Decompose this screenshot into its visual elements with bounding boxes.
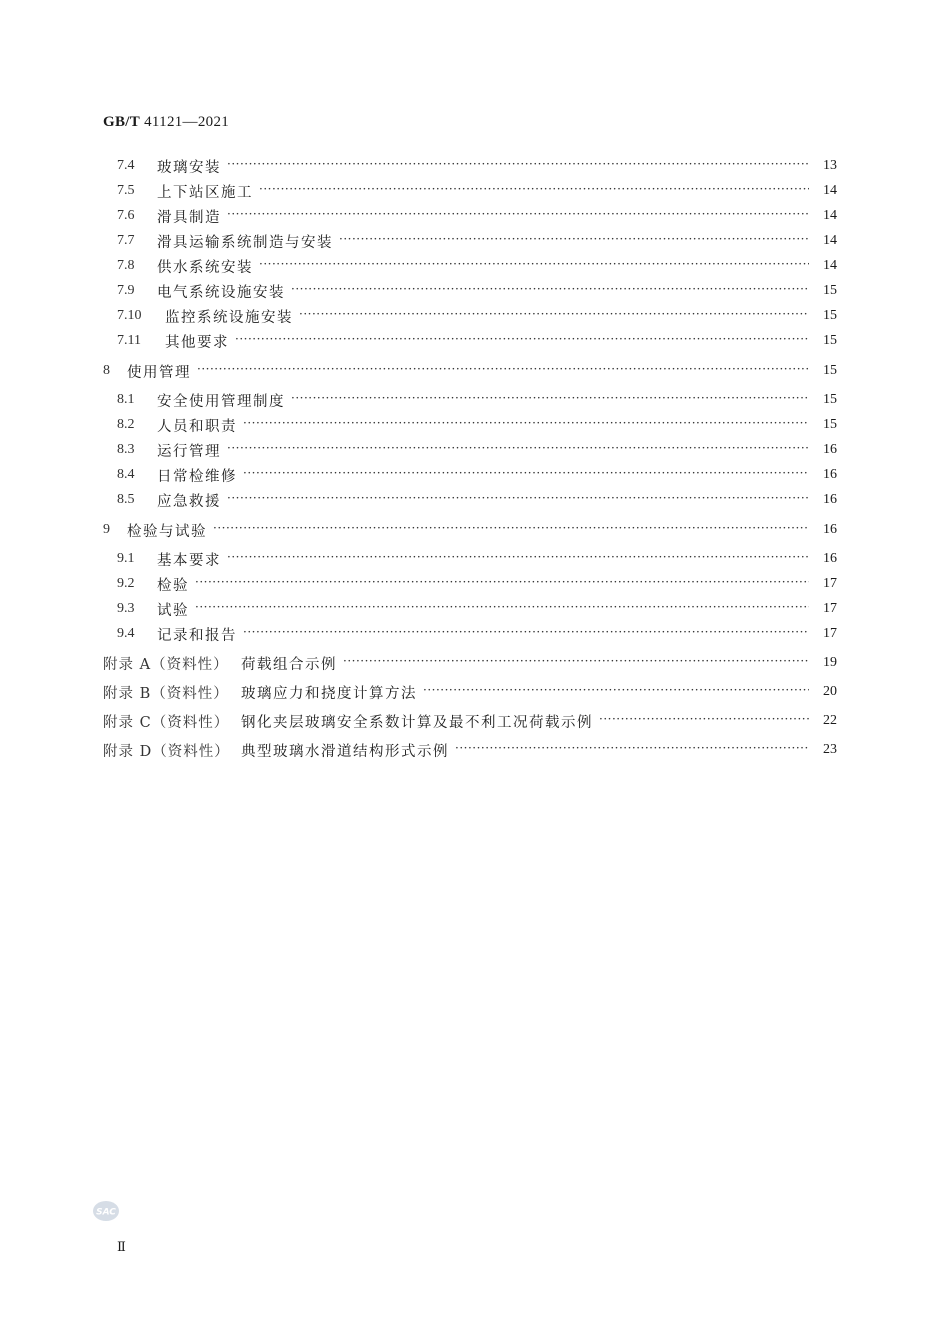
toc-number: 9.2 bbox=[117, 576, 135, 591]
toc-page: 16 bbox=[823, 467, 837, 482]
toc-page: 19 bbox=[823, 655, 837, 670]
toc-entry-7-11[interactable] bbox=[117, 330, 837, 352]
toc-page: 14 bbox=[823, 183, 837, 198]
toc-entry-7-8[interactable] bbox=[117, 255, 837, 277]
toc-leader bbox=[195, 573, 809, 595]
toc-title: 运行管理 bbox=[157, 443, 221, 460]
toc-title: 记录和报告 bbox=[157, 627, 237, 644]
toc-leader bbox=[455, 739, 809, 761]
toc-title: 安全使用管理制度 bbox=[157, 393, 285, 410]
toc-number: 7.11 bbox=[117, 333, 141, 348]
toc-leader bbox=[291, 280, 809, 302]
toc-page: 17 bbox=[823, 601, 837, 616]
toc-title: 钢化夹层玻璃安全系数计算及最不利工况荷载示例 bbox=[241, 714, 593, 731]
toc-title: 供水系统安装 bbox=[157, 259, 253, 276]
sac-logo-icon bbox=[92, 1200, 120, 1222]
toc-leader bbox=[343, 652, 809, 674]
toc-leader bbox=[195, 598, 809, 620]
toc-entry-8[interactable] bbox=[103, 360, 837, 382]
toc-title: 日常检维修 bbox=[157, 468, 237, 485]
toc-entry-7-5[interactable] bbox=[117, 180, 837, 202]
toc-number: 7.7 bbox=[117, 233, 135, 248]
toc-entry-7-10[interactable] bbox=[117, 305, 837, 327]
toc-leader bbox=[227, 439, 809, 461]
toc-page: 15 bbox=[823, 392, 837, 407]
toc-number: 7.10 bbox=[117, 308, 142, 323]
toc-page: 15 bbox=[823, 363, 837, 378]
toc-entry-appendix-b[interactable] bbox=[103, 681, 837, 703]
toc-page: 15 bbox=[823, 333, 837, 348]
standard-prefix: GB/T bbox=[103, 114, 141, 130]
toc-leader bbox=[227, 489, 809, 511]
toc-number: 8.3 bbox=[117, 442, 135, 457]
toc-title: 应急救援 bbox=[157, 493, 221, 510]
toc-page: 14 bbox=[823, 233, 837, 248]
toc-page: 15 bbox=[823, 308, 837, 323]
toc-title: 检验与试验 bbox=[127, 523, 207, 540]
toc-number: 8.1 bbox=[117, 392, 135, 407]
toc-number: 附录 C（资料性） bbox=[103, 714, 230, 731]
toc-entry-8-2[interactable] bbox=[117, 414, 837, 436]
standard-code bbox=[103, 114, 229, 131]
toc-title: 监控系统设施安装 bbox=[165, 309, 293, 326]
toc-number: 附录 D（资料性） bbox=[103, 743, 230, 760]
toc-leader bbox=[197, 360, 809, 382]
toc-entry-7-7[interactable] bbox=[117, 230, 837, 252]
toc-entry-appendix-c[interactable] bbox=[103, 710, 837, 732]
toc-title: 滑具运输系统制造与安装 bbox=[157, 234, 333, 251]
toc-page: 14 bbox=[823, 208, 837, 223]
toc-title: 检验 bbox=[157, 577, 189, 594]
toc-leader bbox=[599, 710, 809, 732]
toc-page: 16 bbox=[823, 551, 837, 566]
toc-number: 7.6 bbox=[117, 208, 135, 223]
toc-title: 典型玻璃水滑道结构形式示例 bbox=[241, 743, 449, 760]
toc-number: 7.4 bbox=[117, 158, 135, 173]
toc-page: 15 bbox=[823, 417, 837, 432]
toc-leader bbox=[235, 330, 809, 352]
toc-entry-9-3[interactable] bbox=[117, 598, 837, 620]
toc-entry-8-3[interactable] bbox=[117, 439, 837, 461]
toc-title: 基本要求 bbox=[157, 552, 221, 569]
toc-number: 7.9 bbox=[117, 283, 135, 298]
toc-number: 8 bbox=[103, 363, 110, 378]
toc-title: 使用管理 bbox=[127, 364, 191, 381]
toc-title: 玻璃安装 bbox=[157, 159, 221, 176]
toc-entry-appendix-d[interactable] bbox=[103, 739, 837, 761]
toc-leader bbox=[227, 548, 809, 570]
toc-number: 7.5 bbox=[117, 183, 135, 198]
toc-entry-8-4[interactable] bbox=[117, 464, 837, 486]
toc-entry-7-9[interactable] bbox=[117, 280, 837, 302]
toc-number: 9.4 bbox=[117, 626, 135, 641]
toc-number: 附录 A（资料性） bbox=[103, 656, 229, 673]
toc-page: 16 bbox=[823, 492, 837, 507]
toc-number: 附录 B（资料性） bbox=[103, 685, 229, 702]
toc-entry-7-4[interactable] bbox=[117, 155, 837, 177]
toc-number: 7.8 bbox=[117, 258, 135, 273]
toc-leader bbox=[291, 389, 809, 411]
toc-entry-8-1[interactable] bbox=[117, 389, 837, 411]
toc-leader bbox=[227, 205, 809, 227]
toc-page: 22 bbox=[823, 713, 837, 728]
toc-title: 荷载组合示例 bbox=[241, 656, 337, 673]
toc-number: 8.5 bbox=[117, 492, 135, 507]
page-number: Ⅱ bbox=[117, 1239, 126, 1254]
toc-number: 9.3 bbox=[117, 601, 135, 616]
toc-title: 电气系统设施安装 bbox=[157, 284, 285, 301]
toc-entry-7-6[interactable] bbox=[117, 205, 837, 227]
toc-leader bbox=[259, 180, 809, 202]
toc-title: 人员和职责 bbox=[157, 418, 237, 435]
toc-number: 8.2 bbox=[117, 417, 135, 432]
toc-leader bbox=[243, 414, 809, 436]
svg-text:SAC: SAC bbox=[96, 1207, 116, 1218]
toc-entry-8-5[interactable] bbox=[117, 489, 837, 511]
toc-page: 20 bbox=[823, 684, 837, 699]
toc-number: 9 bbox=[103, 522, 110, 537]
toc-number: 8.4 bbox=[117, 467, 135, 482]
toc-page: 13 bbox=[823, 158, 837, 173]
toc-leader bbox=[259, 255, 809, 277]
toc-page: 17 bbox=[823, 626, 837, 641]
toc-leader bbox=[213, 519, 809, 541]
toc-leader bbox=[227, 155, 809, 177]
toc-page: 15 bbox=[823, 283, 837, 298]
toc-entry-appendix-a[interactable] bbox=[103, 652, 837, 674]
toc-title: 试验 bbox=[157, 602, 189, 619]
toc-leader bbox=[423, 681, 809, 703]
toc-leader bbox=[299, 305, 809, 327]
toc-page: 17 bbox=[823, 576, 837, 591]
toc-title: 上下站区施工 bbox=[157, 184, 253, 201]
toc-leader bbox=[339, 230, 809, 252]
standard-number: 41121—2021 bbox=[144, 114, 230, 130]
toc-title: 其他要求 bbox=[165, 334, 229, 351]
toc-number: 9.1 bbox=[117, 551, 135, 566]
toc-entry-9[interactable] bbox=[103, 519, 837, 541]
toc-title: 滑具制造 bbox=[157, 209, 221, 226]
toc-page: 16 bbox=[823, 522, 837, 537]
toc-leader bbox=[243, 464, 809, 486]
toc-entry-9-2[interactable] bbox=[117, 573, 837, 595]
toc-title: 玻璃应力和挠度计算方法 bbox=[241, 685, 417, 702]
toc-entry-9-4[interactable] bbox=[117, 623, 837, 645]
toc-page: 23 bbox=[823, 742, 837, 757]
toc-page: 14 bbox=[823, 258, 837, 273]
toc-entry-9-1[interactable] bbox=[117, 548, 837, 570]
toc-leader bbox=[243, 623, 809, 645]
toc-page: 16 bbox=[823, 442, 837, 457]
